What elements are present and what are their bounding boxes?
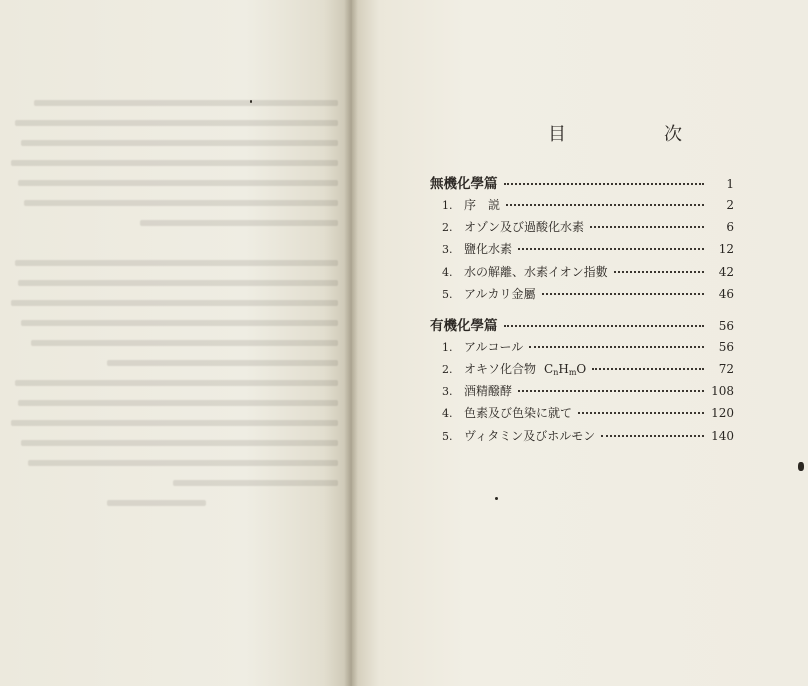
entry-number: 3. xyxy=(442,243,453,256)
toc-entry xyxy=(442,285,734,305)
entry-title: オゾン及び過酸化水素 xyxy=(464,220,585,234)
entry-number: 2. xyxy=(442,221,453,234)
toc-entry xyxy=(442,338,734,358)
dot-leader xyxy=(592,368,704,370)
dot-leader xyxy=(614,271,704,273)
entry-title: オキソ化合物 xyxy=(464,362,537,376)
entry-title: ヴィタミン及びホルモン xyxy=(464,429,596,443)
entry-number: 2. xyxy=(442,363,453,376)
toc-entry xyxy=(442,196,734,216)
toc-entry xyxy=(442,404,734,424)
book-gutter xyxy=(344,0,358,686)
page-number: 46 xyxy=(718,287,734,301)
toc-entry xyxy=(442,218,734,238)
left-page xyxy=(0,0,352,686)
entry-number: 4. xyxy=(442,266,453,279)
entry-title: アルカリ金屬 xyxy=(464,287,536,301)
entry-title: 鹽化水素 xyxy=(464,242,513,256)
entry-title: 色素及び色染に就て xyxy=(464,406,573,420)
entry-number: 1. xyxy=(442,341,453,354)
dot-leader xyxy=(518,390,704,392)
toc-section-inorganic xyxy=(430,172,734,194)
entry-number: 4. xyxy=(442,407,453,420)
toc-entry xyxy=(442,240,734,260)
page-number: 56 xyxy=(718,319,734,333)
toc-entry xyxy=(442,263,734,283)
entry-title: アルコール xyxy=(464,340,524,354)
dot-leader xyxy=(504,183,705,185)
ink-speck xyxy=(250,100,252,103)
dot-leader xyxy=(590,226,704,228)
bleed-through-text xyxy=(8,100,338,560)
entry-title: 水の解離、水素イオン指數 xyxy=(464,265,608,279)
page-number: 6 xyxy=(726,220,734,234)
ink-speck xyxy=(798,462,804,471)
entry-title: 序 説 xyxy=(464,198,501,212)
dot-leader xyxy=(542,293,704,295)
entry-number: 1. xyxy=(442,199,453,212)
section-heading: 無機化學篇 xyxy=(430,176,498,192)
entry-title: 酒精醱酵 xyxy=(464,384,513,398)
toc-entry xyxy=(442,427,734,447)
page-number: 120 xyxy=(711,406,734,420)
page-number: 108 xyxy=(711,384,734,398)
page-number: 56 xyxy=(718,340,734,354)
chemical-formula: $C_nH_mO$ xyxy=(544,362,587,377)
dot-leader xyxy=(518,248,704,250)
dot-leader xyxy=(504,325,705,327)
page-number: 42 xyxy=(718,265,734,279)
toc-entry xyxy=(442,382,734,402)
page-number: 2 xyxy=(726,198,734,212)
toc-section-organic xyxy=(430,314,734,336)
section-heading: 有機化學篇 xyxy=(430,318,498,334)
page-number: 1 xyxy=(726,177,734,191)
ink-speck xyxy=(495,497,498,500)
page-number: 12 xyxy=(718,242,734,256)
page-number: 72 xyxy=(718,362,734,376)
entry-number: 3. xyxy=(442,385,453,398)
dot-leader xyxy=(578,412,704,414)
toc-title: 目 次 xyxy=(548,124,722,145)
toc-entry xyxy=(442,360,734,380)
entry-number: 5. xyxy=(442,430,453,443)
entry-number: 5. xyxy=(442,288,453,301)
dot-leader xyxy=(529,346,704,348)
dot-leader xyxy=(601,435,704,437)
page-number: 140 xyxy=(711,429,734,443)
dot-leader xyxy=(506,204,704,206)
